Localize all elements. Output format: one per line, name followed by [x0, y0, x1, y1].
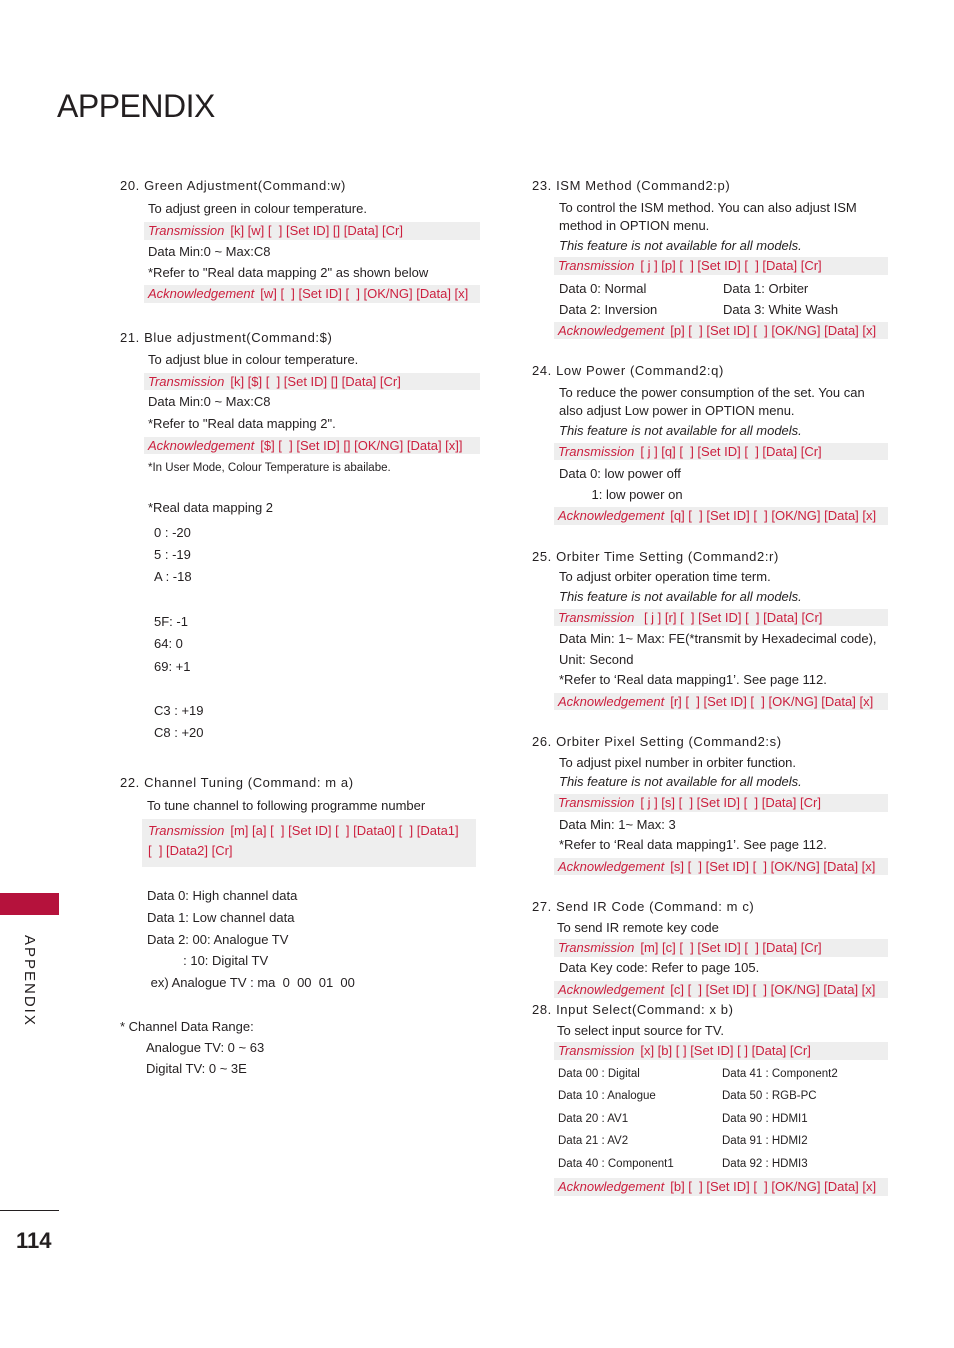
mapping-item: 0 : -20	[154, 524, 191, 540]
input-cell: Data 41 : Component2	[722, 1067, 838, 1080]
input-row	[558, 1085, 888, 1107]
range-item: Digital TV: 0 ~ 3E	[146, 1061, 247, 1077]
section-20	[120, 178, 480, 303]
section-heading: 26. Orbiter Pixel Setting (Command2:s)	[532, 734, 782, 750]
transmission-label: Transmission	[558, 1043, 635, 1059]
input-row	[558, 1063, 888, 1085]
mapping-item: A : -18	[154, 569, 192, 585]
transmission-bar	[554, 443, 888, 461]
section-heading: 27. Send IR Code (Command: m c)	[532, 899, 755, 915]
acknowledgement-label: Acknowledgement	[558, 508, 665, 524]
section-heading: 20. Green Adjustment(Command:w)	[120, 178, 346, 193]
section-desc: To send IR remote key code	[557, 919, 719, 935]
acknowledgement-bar	[554, 1178, 888, 1196]
mapping-list	[154, 522, 480, 745]
section-desc: To select input source for TV.	[557, 1022, 724, 1038]
acknowledgement-code: [$] [ ] [Set ID] [] [OK/NG] [Data] [x]]	[260, 437, 463, 453]
data-cell: Data 2: Inversion	[559, 301, 658, 317]
acknowledgement-bar	[554, 507, 888, 525]
input-cell: Data 21 : AV2	[558, 1135, 629, 1148]
data-line: *Refer to ‘Real data mapping1’. See page 112.	[559, 837, 827, 853]
transmission-code: [ j ] [r] [ ] [Set ID] [ ] [Data] [Cr]	[640, 609, 823, 625]
input-cell: Data 90 : HDMI1	[722, 1112, 808, 1125]
transmission-bar	[144, 222, 480, 240]
input-cell: Data 00 : Digital	[558, 1067, 640, 1080]
channel-data-line: Data 2: 00: Analogue TV	[147, 931, 289, 947]
left-column	[120, 178, 480, 1080]
acknowledgement-bar	[554, 981, 888, 999]
range-list	[146, 1037, 480, 1080]
section-22	[120, 775, 480, 1080]
sidebar-accent-bar	[0, 893, 59, 915]
section-heading: 28. Input Select(Command: x b)	[532, 1002, 734, 1018]
acknowledgement-label: Acknowledgement	[148, 437, 255, 453]
data-cell: Data 1: Orbiter	[723, 280, 809, 296]
data-list	[559, 629, 888, 691]
mapping-ref: *Refer to "Real data mapping 2" as shown below	[148, 265, 429, 281]
input-table	[558, 1063, 888, 1175]
acknowledgement-code: [c] [ ] [Set ID] [ ] [OK/NG] [Data] [x]	[670, 981, 876, 997]
data-line: Data Min: 1~ Max: FE(*transmit by Hexadecimal code),	[559, 631, 877, 647]
transmission-code: [m] [c] [ ] [Set ID] [ ] [Data] [Cr]	[640, 940, 822, 956]
input-cell: Data 10 : Analogue	[558, 1090, 656, 1103]
input-cell: Data 20 : AV1	[558, 1112, 629, 1125]
mapping-item: 5 : -19	[154, 546, 191, 562]
channel-data-list	[147, 885, 480, 994]
user-mode-note: *In User Mode, Colour Temperature is abailabe.	[148, 462, 391, 475]
acknowledgement-code: [p] [ ] [Set ID] [ ] [OK/NG] [Data] [x]	[670, 322, 877, 338]
input-cell: Data 40 : Component1	[558, 1157, 674, 1170]
acknowledgement-bar	[554, 322, 888, 340]
section-desc: To tune channel to following programme number	[147, 798, 426, 814]
desc-line: also adjust Low power in OPTION menu.	[559, 402, 795, 418]
section-heading: 25. Orbiter Time Setting (Command2:r)	[532, 548, 779, 564]
data-line: Data 0: low power off	[559, 466, 681, 482]
section-23	[532, 178, 888, 339]
section-24	[532, 363, 888, 524]
right-column	[532, 178, 888, 1196]
data-list	[559, 815, 888, 856]
section-26	[532, 734, 888, 875]
section-28	[532, 1002, 888, 1195]
transmission-code: [k] [$] [ ] [Set ID] [] [Data] [Cr]	[230, 373, 401, 389]
transmission-label: Transmission	[558, 940, 635, 956]
acknowledgement-label: Acknowledgement	[558, 322, 665, 338]
sidebar-label: APPENDIX	[21, 935, 38, 1027]
acknowledgement-label: Acknowledgement	[558, 981, 665, 997]
section-desc	[559, 384, 888, 420]
transmission-code: [ j ] [p] [ ] [Set ID] [ ] [Data] [Cr]	[640, 258, 822, 274]
desc-line: To reduce the power consumption of the set. You can	[559, 384, 865, 400]
section-heading: 22. Channel Tuning (Command: m a)	[120, 774, 354, 790]
channel-data-line: : 10: Digital TV	[147, 953, 269, 969]
transmission-label: Transmission	[148, 223, 225, 239]
acknowledgement-bar	[554, 858, 888, 876]
section-heading: 21. Blue adjustment(Command:$)	[120, 329, 333, 345]
transmission-bar	[144, 373, 480, 391]
acknowledgement-label: Acknowledgement	[558, 858, 665, 874]
section-desc: To adjust pixel number in orbiter function.	[559, 754, 797, 770]
acknowledgement-bar	[144, 285, 480, 303]
input-cell: Data 91 : HDMI2	[722, 1135, 808, 1148]
channel-data-line: Data 1: Low channel data	[147, 909, 295, 925]
data-line: Unit: Second	[559, 651, 634, 667]
data-line: *Refer to ‘Real data mapping1’. See page 112.	[559, 672, 827, 688]
transmission-bar	[554, 794, 888, 812]
section-desc: To adjust orbiter operation time term.	[559, 569, 771, 585]
availability-note: This feature is not available for all models.	[559, 237, 802, 253]
section-21	[120, 330, 480, 745]
data-row	[559, 278, 888, 299]
data-line: 1: low power on	[559, 487, 683, 503]
transmission-bar	[554, 609, 888, 627]
mapping-item: C8 : +20	[154, 725, 204, 741]
acknowledgement-bar	[554, 693, 888, 711]
acknowledgement-label: Acknowledgement	[558, 1178, 665, 1194]
section-heading: 23. ISM Method (Command2:p)	[532, 178, 731, 193]
acknowledgement-code: [w] [ ] [Set ID] [ ] [OK/NG] [Data] [x]	[260, 285, 469, 301]
data-line: Data Key code: Refer to page 105.	[559, 959, 760, 975]
transmission-label: Transmission	[148, 822, 225, 838]
mapping-ref: *Refer to "Real data mapping 2".	[148, 415, 336, 431]
acknowledgement-code: [r] [ ] [Set ID] [ ] [OK/NG] [Data] [x]	[670, 693, 874, 709]
data-table	[559, 278, 888, 320]
mapping-spacer	[154, 589, 480, 611]
transmission-label: Transmission	[148, 373, 225, 389]
acknowledgement-label: Acknowledgement	[558, 693, 665, 709]
section-27	[532, 899, 888, 998]
mapping-item: C3 : +19	[154, 702, 204, 718]
transmission-code-continued: [ ] [Data2] [Cr]	[148, 842, 233, 858]
availability-note: This feature is not available for all models.	[559, 774, 802, 790]
data-row	[559, 299, 888, 320]
availability-note: This feature is not available for all models.	[559, 588, 802, 604]
channel-example: ex) Analogue TV : ma 0 00 01 00	[147, 975, 355, 991]
transmission-bar	[554, 257, 888, 275]
acknowledgement-bar	[144, 437, 480, 455]
desc-line: method in OPTION menu.	[559, 217, 710, 233]
availability-note: This feature is not available for all models.	[559, 422, 802, 438]
input-cell: Data 50 : RGB-PC	[722, 1090, 817, 1103]
page-title: APPENDIX	[57, 88, 215, 124]
transmission-label: Transmission	[558, 795, 635, 810]
input-row	[558, 1108, 888, 1130]
section-heading: 24. Low Power (Command2:q)	[532, 363, 724, 379]
transmission-bar	[554, 1042, 888, 1060]
data-cell: Data 3: White Wash	[723, 301, 839, 317]
section-25	[532, 549, 888, 710]
range-title: * Channel Data Range:	[120, 1018, 254, 1034]
acknowledgement-code: [s] [ ] [Set ID] [ ] [OK/NG] [Data] [x]	[670, 858, 876, 874]
input-cell: Data 92 : HDMI3	[722, 1157, 808, 1170]
transmission-code: [x] [b] [ ] [Set ID] [ ] [Data] [Cr]	[640, 1043, 811, 1059]
acknowledgement-label: Acknowledgement	[148, 285, 255, 301]
page-number-rule	[0, 1210, 59, 1211]
transmission-code: [ j ] [q] [ ] [Set ID] [ ] [Data] [Cr]	[640, 443, 822, 459]
transmission-label: Transmission	[558, 258, 635, 274]
mapping-item: 69: +1	[154, 658, 191, 674]
acknowledgement-code: [b] [ ] [Set ID] [ ] [OK/NG] [Data] [x]	[670, 1178, 877, 1194]
section-desc: To adjust green in colour temperature.	[148, 200, 367, 216]
mapping-item: 5F: -1	[154, 613, 188, 629]
transmission-bar	[142, 819, 476, 867]
input-row	[558, 1130, 888, 1152]
range-item: Analogue TV: 0 ~ 63	[146, 1039, 265, 1055]
mapping-title: *Real data mapping 2	[148, 499, 274, 515]
data-line: Data Min: 1~ Max: 3	[559, 816, 676, 832]
transmission-bar	[554, 939, 888, 957]
mapping-item: 64: 0	[154, 636, 183, 652]
data-range: Data Min:0 ~ Max:C8	[148, 394, 271, 410]
data-range: Data Min:0 ~ Max:C8	[148, 243, 271, 259]
section-desc	[559, 199, 888, 235]
transmission-label: Transmission	[558, 609, 635, 625]
data-cell: Data 0: Normal	[559, 280, 647, 296]
desc-line: To control the ISM method. You can also adjust ISM	[559, 199, 857, 215]
transmission-code: [ j ] [s] [ ] [Set ID] [ ] [Data] [Cr]	[640, 795, 821, 810]
page-number: 114	[16, 1228, 52, 1253]
transmission-code: [k] [w] [ ] [Set ID] [] [Data] [Cr]	[230, 223, 403, 239]
section-desc: To adjust blue in colour temperature.	[148, 352, 359, 368]
input-row	[558, 1153, 888, 1175]
transmission-label: Transmission	[558, 443, 635, 459]
channel-data-line: Data 0: High channel data	[147, 887, 298, 903]
transmission-code: [m] [a] [ ] [Set ID] [ ] [Data0] [ ] [Data1]	[230, 822, 459, 838]
mapping-spacer	[154, 678, 480, 700]
data-list	[559, 463, 888, 505]
acknowledgement-code: [q] [ ] [Set ID] [ ] [OK/NG] [Data] [x]	[670, 508, 877, 524]
